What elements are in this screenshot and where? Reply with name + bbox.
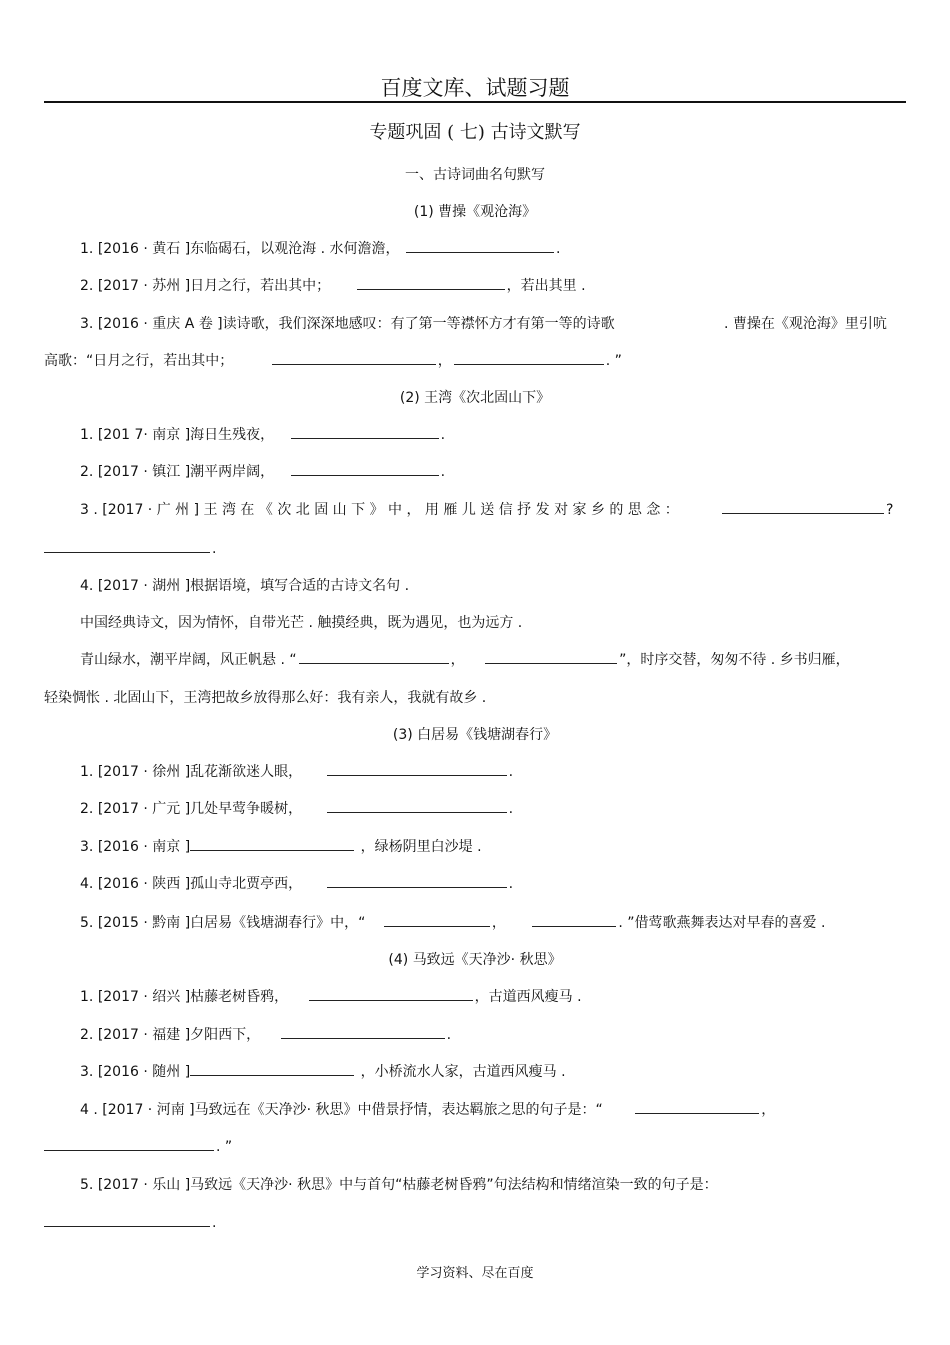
answer-blank[interactable] bbox=[272, 350, 436, 365]
answer-blank[interactable] bbox=[327, 761, 507, 776]
section-heading: (1) 曹操《观沧海》 bbox=[413, 204, 537, 220]
question-item-line2: . bbox=[44, 538, 216, 557]
answer-blank[interactable] bbox=[357, 275, 505, 290]
header-divider bbox=[44, 101, 906, 103]
paragraph-text: 中国经典诗文，因为情怀，自带光芒 . 触摸经典，既为遇见，也为远方 . bbox=[80, 615, 523, 631]
answer-blank[interactable] bbox=[327, 798, 507, 813]
answer-blank[interactable] bbox=[281, 1024, 445, 1039]
question-item-continued: ? bbox=[720, 499, 893, 518]
question-item: 5. [2015 · 黔南 ]白居易《钱塘湖春行》中，“ ， . ”借莺歌燕舞表达对早春的喜爱 . bbox=[80, 912, 825, 932]
answer-blank[interactable] bbox=[406, 238, 554, 253]
question-item: 3. [2016 · 南京 ] ，绿杨阴里白沙堤 . bbox=[80, 836, 482, 856]
answer-blank[interactable] bbox=[44, 1136, 214, 1151]
paragraph-text: 青山绿水，潮平岸阔，风正帆悬 . “ ， ”，时序交替，匆匆不待 . 乡书归雁， bbox=[80, 649, 850, 669]
section-heading: (4) 马致远《天净沙· 秋思》 bbox=[388, 952, 562, 968]
answer-blank[interactable] bbox=[299, 649, 449, 664]
question-item: 5. [2017 · 乐山 ]马致远《天净沙· 秋思》中与首句“枯藤老树昏鸦”句法结构和情绪渲染一致的句子是： bbox=[80, 1177, 718, 1193]
answer-blank[interactable] bbox=[44, 1212, 210, 1227]
answer-blank[interactable] bbox=[44, 538, 210, 553]
question-item-line2: 高歌：“日月之行，若出其中； ， . ” bbox=[44, 350, 622, 370]
question-item: 2. [2017 · 苏州 ]日月之行，若出其中； ，若出其里 . bbox=[80, 275, 586, 295]
question-item: 3. [2016 · 随州 ] ，小桥流水人家，古道西风瘦马 . bbox=[80, 1061, 566, 1081]
answer-blank[interactable] bbox=[291, 424, 439, 439]
question-item: 2. [2017 · 镇江 ]潮平两岸阔， . bbox=[80, 461, 445, 481]
paragraph-text: 轻染惆怅 . 北固山下，王湾把故乡放得那么好：我有亲人，我就有故乡 . bbox=[44, 690, 487, 706]
page-header-title: 百度文库、试题习题 bbox=[380, 76, 570, 100]
section-heading: (2) 王湾《次北固山下》 bbox=[399, 390, 551, 406]
answer-blank[interactable] bbox=[291, 461, 439, 476]
question-item: 1. [2017 · 绍兴 ]枯藤老树昏鸦， ，古道西风瘦马 . bbox=[80, 986, 582, 1006]
answer-blank[interactable] bbox=[485, 649, 617, 664]
answer-blank[interactable] bbox=[454, 350, 604, 365]
answer-blank[interactable] bbox=[722, 499, 884, 514]
question-item: 2. [2017 · 福建 ]夕阳西下， . bbox=[80, 1024, 451, 1044]
question-item: 1. [2016 · 黄石 ]东临碣石，以观沧海 . 水何澹澹， . bbox=[80, 238, 560, 258]
question-item: 1. [2017 · 徐州 ]乱花渐欲迷人眼， . bbox=[80, 761, 513, 781]
answer-blank[interactable] bbox=[384, 912, 490, 927]
answer-blank[interactable] bbox=[635, 1099, 759, 1114]
question-item: 3. [2016 · 重庆 A 卷 ]读诗歌，我们深深地感叹：有了第一等襟怀方才有第一等的诗歌 bbox=[80, 316, 615, 332]
answer-blank[interactable] bbox=[309, 986, 473, 1001]
question-item: 1. [201 7· 南京 ]海日生残夜， . bbox=[80, 424, 445, 444]
question-item: 4. [2017 · 湖州 ]根据语境，填写合适的古诗文名句 . bbox=[80, 578, 410, 594]
answer-blank[interactable] bbox=[190, 836, 354, 851]
question-item-line2: . bbox=[44, 1212, 216, 1231]
question-item-continued: . 曹操在《观沧海》里引吭 bbox=[724, 316, 887, 332]
answer-blank[interactable] bbox=[190, 1061, 354, 1076]
page-footer: 学习资料、尽在百度 bbox=[416, 1266, 534, 1281]
answer-blank[interactable] bbox=[532, 912, 616, 927]
question-item-line2: . ” bbox=[44, 1136, 232, 1155]
question-item: 4. [2016 · 陕西 ]孤山寺北贾亭西， . bbox=[80, 873, 513, 893]
section-heading: (3) 白居易《钱塘湖春行》 bbox=[392, 727, 558, 743]
question-item: 4 . [2017 · 河南 ]马致远在《天净沙· 秋思》中借景抒情，表达羁旅之思的句子是：“ ， bbox=[80, 1099, 775, 1119]
answer-blank[interactable] bbox=[327, 873, 507, 888]
question-item: 2. [2017 · 广元 ]几处早莺争暖树， . bbox=[80, 798, 513, 818]
part-title: 一、古诗词曲名句默写 bbox=[405, 167, 545, 183]
question-item: 3 . [2017 · 广 州 ] 王 湾 在 《 次 北 固 山 下 》 中 ， 用 雁 儿 送 信 抒 发 对 家 乡 的 思 念 ： bbox=[80, 502, 679, 518]
document-title: 专题巩固 ( 七) 古诗文默写 bbox=[369, 122, 581, 143]
